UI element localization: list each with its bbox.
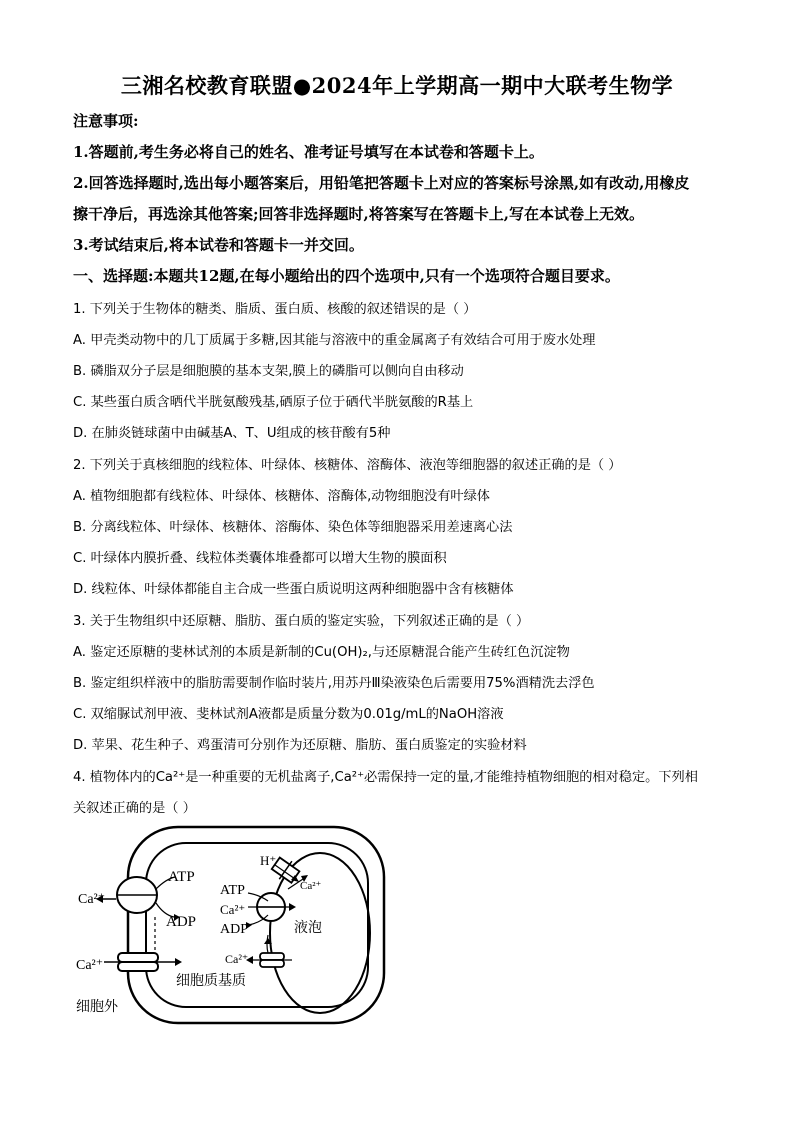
question-2-option-b: B. 分离线粒体、叶绿体、核糖体、溶酶体、染色体等细胞器采用差速离心法: [73, 520, 513, 535]
notice-item-2: 2.回答选择题时,选出每小题答案后，用铅笔把答题卡上对应的答案标号涂黑,如有改动,用橡皮: [73, 174, 690, 192]
question-3-option-a: A. 鉴定还原糖的斐林试剂的本质是新制的Cu(OH)₂,与还原糖混合能产生砖红色沉淀物: [73, 645, 570, 660]
question-2-option-d: D. 线粒体、叶绿体都能自主合成一些蛋白质说明这两种细胞器中含有核糖体: [73, 582, 514, 597]
label-adp-mid: ADP: [220, 922, 249, 937]
label-adp-left: ADP: [166, 914, 197, 930]
label-h-plus: H⁺: [260, 853, 277, 868]
section-heading: 一、选择题:本题共12题,在每小题给出的四个选项中,只有一个选项符合题目要求。: [73, 267, 620, 285]
label-ca-vacuole-top: Ca²⁺: [300, 880, 322, 892]
question-3-stem: 3. 关于生物组织中还原糖、脂肪、蛋白质的鉴定实验，下列叙述正确的是（ ）: [73, 614, 530, 629]
question-1-stem: 1. 下列关于生物体的糖类、脂质、蛋白质、核酸的叙述错误的是（ ）: [73, 302, 477, 317]
question-3-option-c: C. 双缩脲试剂甲液、斐林试剂A液都是质量分数为0.01g/mL的NaOH溶液: [73, 707, 504, 722]
question-2-stem: 2. 下列关于真核细胞的线粒体、叶绿体、核糖体、溶酶体、液泡等细胞器的叙述正确的是（ ）: [73, 458, 622, 473]
label-vacuole: 液泡: [294, 921, 322, 936]
label-ca-mid: Ca²⁺: [220, 902, 246, 917]
question-1-option-a: A. 甲壳类动物中的几丁质属于多糖,因其能与溶液中的重金属离子有效结合可用于废水处理: [73, 333, 596, 348]
ca-channel-vacuole-top: [260, 953, 284, 960]
label-atp-mid: ATP: [220, 883, 245, 898]
question-4-stem: 4. 植物体内的Ca²⁺是一种重要的无机盐离子,Ca²⁺必需保持一定的量,才能维持植物细胞的相对稳定。下列相: [73, 770, 698, 785]
question-4-stem-cont: 关叙述正确的是（ ）: [73, 801, 196, 816]
question-1-option-d: D. 在肺炎链球菌中由碱基A、T、U组成的核苷酸有5种: [73, 426, 391, 441]
label-ca-vacuole-bottom: Ca²⁺: [225, 952, 249, 966]
label-ca-out-top: Ca²⁺: [78, 892, 106, 907]
ca-channel-left-top: [118, 953, 158, 962]
question-2-option-c: C. 叶绿体内膜折叠、线粒体类囊体堆叠都可以增大生物的膜面积: [73, 551, 447, 566]
question-2-option-a: A. 植物细胞都有线粒体、叶绿体、核糖体、溶酶体,动物细胞没有叶绿体: [73, 489, 490, 504]
question-1-option-c: C. 某些蛋白质含晒代半胱氨酸残基,硒原子位于硒代半胱氨酸的R基上: [73, 395, 474, 410]
notice-item-2-cont: 擦干净后，再选涂其他答案;回答非选择题时,将答案写在答题卡上,写在本试卷上无效。: [73, 205, 644, 223]
label-cytoplasm: 细胞质基质: [176, 974, 246, 989]
notice-item-1: 1.答题前,考生务必将自己的姓名、准考证号填写在本试卷和答题卡上。: [73, 143, 544, 161]
ca-channel-left-bottom: [118, 962, 158, 971]
notice-item-3: 3.考试结束后,将本试卷和答题卡一并交回。: [73, 236, 364, 254]
notice-heading: 注意事项:: [73, 112, 139, 130]
label-ca-out-bottom: Ca²⁺: [76, 958, 104, 973]
question-1-option-b: B. 磷脂双分子层是细胞膜的基本支架,膜上的磷脂可以侧向自由移动: [73, 364, 464, 379]
label-outside: 细胞外: [76, 1000, 118, 1015]
cell-calcium-diagram: [70, 825, 390, 1025]
label-atp-left: ATP: [168, 869, 195, 885]
page-title: 三湘名校教育联盟●2024年上学期高一期中大联考生物学: [120, 73, 674, 98]
question-3-option-b: B. 鉴定组织样液中的脂肪需要制作临时装片,用苏丹Ⅲ染液染色后需要用75%酒精洗去浮色: [73, 676, 595, 691]
ca-channel-vacuole-bottom: [260, 960, 284, 967]
question-3-option-d: D. 苹果、花生种子、鸡蛋清可分别作为还原糖、脂肪、蛋白质鉴定的实验材料: [73, 738, 527, 753]
